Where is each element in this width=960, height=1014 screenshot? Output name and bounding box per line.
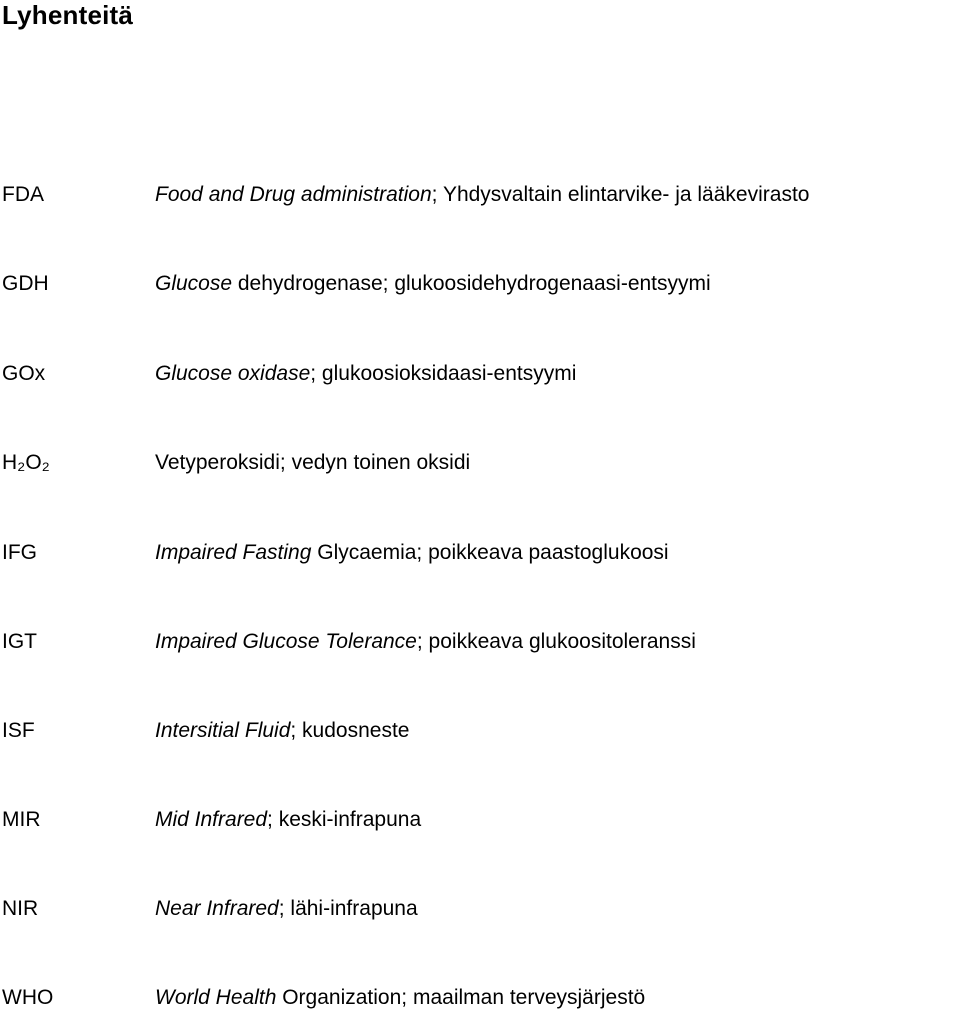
abbreviation: H₂O₂ [2,451,50,474]
definition-term: Impaired Fasting [155,541,312,564]
abbreviation-row-ifg [0,538,960,568]
definition-term: Glucose [155,272,233,295]
definition-text: ; poikkeava glukoositoleranssi [416,630,696,653]
definition-term: Mid Infrared [155,808,268,831]
definition [155,627,696,657]
abbreviation-row-gox [0,359,960,389]
abbreviation-row-fda [0,180,960,210]
definition [155,180,809,210]
abbreviation: WHO [2,986,54,1009]
definition-text: Organization; maailman terveysjärjestö [276,986,646,1009]
abbreviation: GDH [2,272,49,295]
definition-term: Food and Drug administration [155,183,432,206]
abbreviation-row-gdh [0,269,960,299]
page-title: Lyhenteitä [2,0,134,30]
definition-text: Vetyperoksidi; vedyn toinen oksidi [155,451,471,474]
definition-text: Glycaemia; poikkeava paastoglukoosi [311,541,669,564]
definition [155,716,409,746]
definition [155,894,418,924]
abbreviation: FDA [2,183,44,206]
abbreviation: GOx [2,362,46,385]
definition [155,269,711,299]
abbreviation: NIR [2,897,39,920]
definition [155,359,576,389]
abbreviation: MIR [2,808,41,831]
definition-text: ; kudosneste [290,719,410,742]
abbreviation: ISF [2,719,35,742]
abbreviation-row-igt [0,627,960,657]
definition [155,538,669,568]
definition-term: Intersitial Fluid [155,719,291,742]
definition-text: ; lähi-infrapuna [278,897,418,920]
abbreviation-row-isf [0,716,960,746]
abbreviation-row-nir [0,894,960,924]
definition-term: World Health [155,986,277,1009]
abbreviation: IGT [2,630,37,653]
definition-term: Glucose oxidase [155,362,311,385]
definition-text: dehydrogenase; glukoosidehydrogenaasi-entsyymi [232,272,711,295]
definition-text: ; glukoosioksidaasi-entsyymi [310,362,577,385]
abbreviation: IFG [2,541,37,564]
definition-term: Near Infrared [155,897,279,920]
definition-text: ; Yhdysvaltain elintarvike- ja lääkevirasto [431,183,810,206]
definition [155,448,470,478]
definition [155,983,645,1013]
definition [155,805,421,835]
abbreviation-row-mir [0,805,960,835]
abbreviation-row-h2o2 [0,448,960,478]
abbreviation-row-who [0,983,960,1013]
definition-text: ; keski-infrapuna [267,808,422,831]
definition-term: Impaired Glucose Tolerance [155,630,417,653]
